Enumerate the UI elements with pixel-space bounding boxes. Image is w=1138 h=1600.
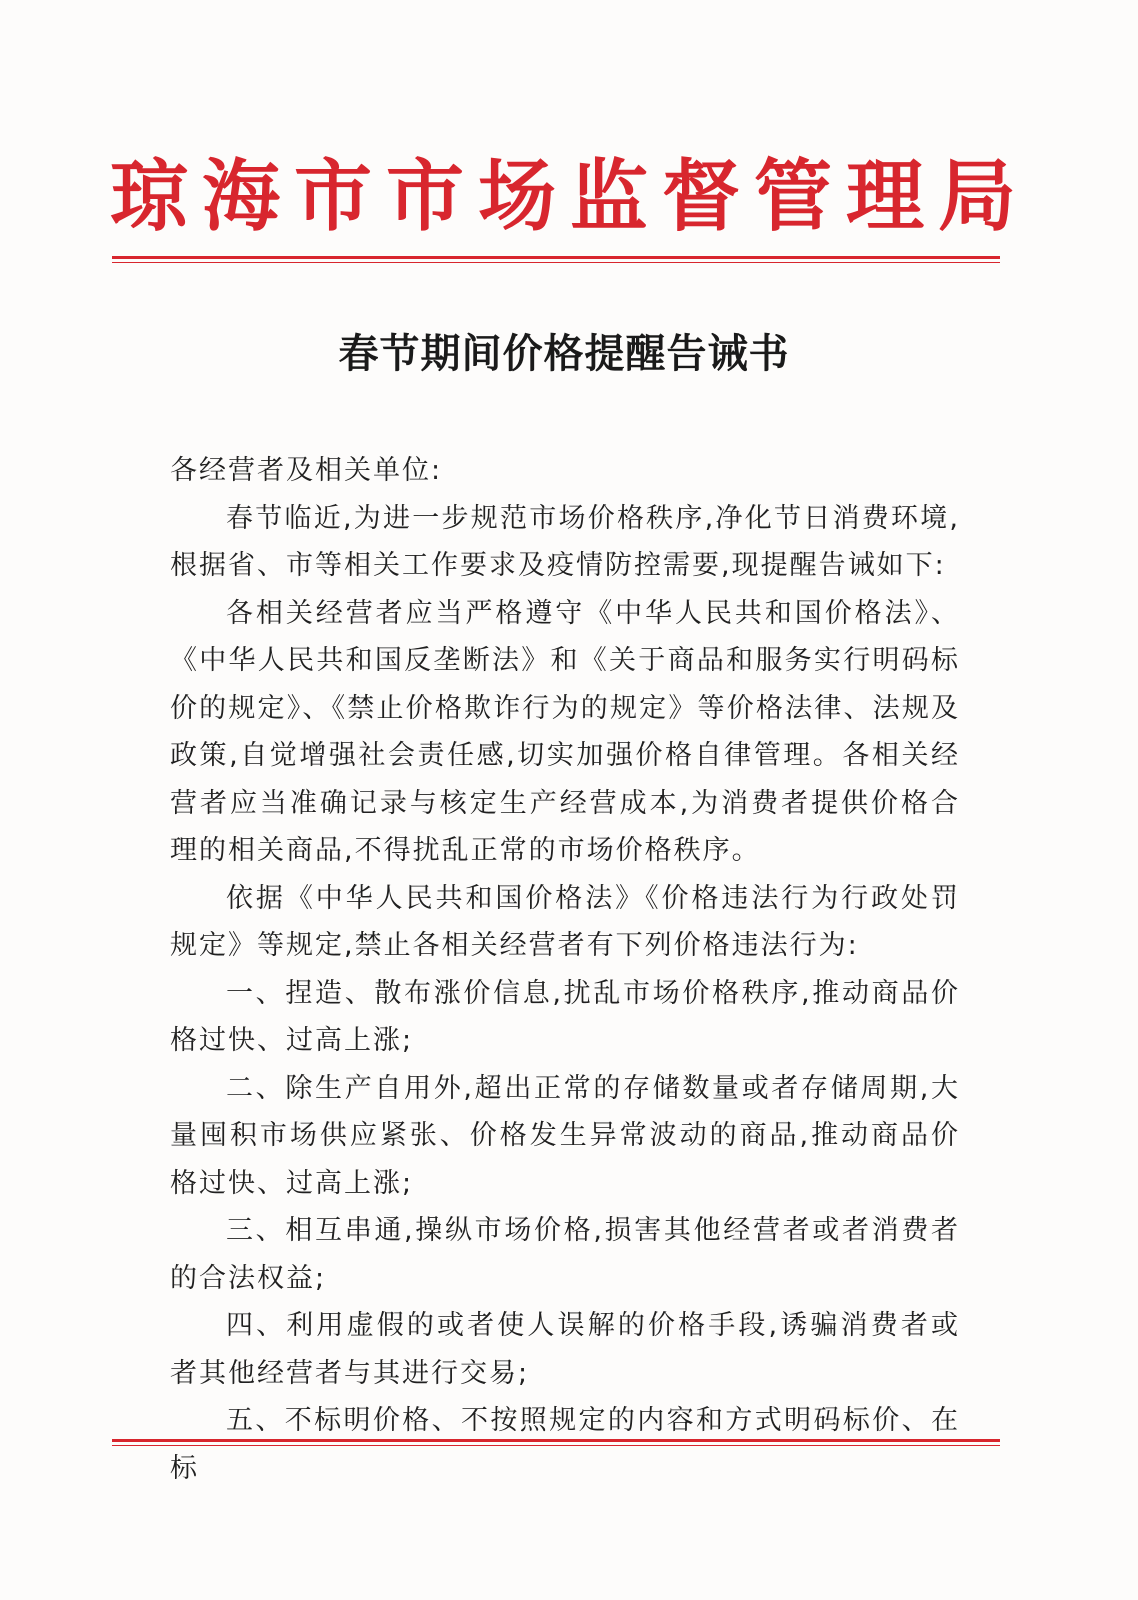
body-paragraph: 依据《中华人民共和国价格法》《价格违法行为行政处罚规定》等规定,禁止各相关经营者有下列价格违法行为:: [170, 882, 960, 961]
list-item: 四、利用虚假的或者使人误解的价格手段,诱骗消费者或者其他经营者与其进行交易;: [170, 1310, 960, 1389]
body-paragraph: 春节临近,为进一步规范市场价格秩序,净化节日消费环境,根据省、市等相关工作要求及疫情防控需要,现提醒告诫如下:: [170, 502, 960, 581]
list-item: 五、不标明价格、不按照规定的内容和方式明码标价、在标: [170, 1405, 960, 1484]
document-title: 春节期间价格提醒告诫书: [338, 330, 790, 377]
body-paragraph: 各相关经营者应当严格遵守《中华人民共和国价格法》、《中华人民共和国反垄断法》和《关于商品和服务实行明码标价的规定》、《禁止价格欺诈行为的规定》等价格法律、法规及政策,自觉增强社会责任感,切实加强价格自律管理。各相关经营者应当准确记录与核定生产经营成本,为消费者提供价格合理的相关商品,不得扰乱正常的市场价格秩序。: [170, 597, 960, 866]
salutation: 各经营者及相关单位:: [170, 455, 443, 486]
list-item: 一、捏造、散布涨价信息,扰乱市场价格秩序,推动商品价格过快、过高上涨;: [170, 977, 960, 1056]
footer-red-rule: [112, 1439, 1000, 1446]
footer-rule-thin-line: [112, 1445, 1000, 1446]
header-rule-thin-line: [112, 262, 1000, 263]
footer-rule-thick-line: [112, 1439, 1000, 1442]
issuing-organization-header: 琼海市市场监督管理局: [110, 151, 1031, 242]
header-rule-thick-line: [112, 256, 1000, 259]
list-item: 二、除生产自用外,超出正常的存储数量或者存储周期,大量囤积市场供应紧张、价格发生异常波动的商品,推动商品价格过快、过高上涨;: [170, 1072, 960, 1199]
list-item: 三、相互串通,操纵市场价格,损害其他经营者或者消费者的合法权益;: [170, 1215, 960, 1294]
header-red-rule: [112, 256, 1000, 263]
document-body: [170, 447, 960, 1492]
